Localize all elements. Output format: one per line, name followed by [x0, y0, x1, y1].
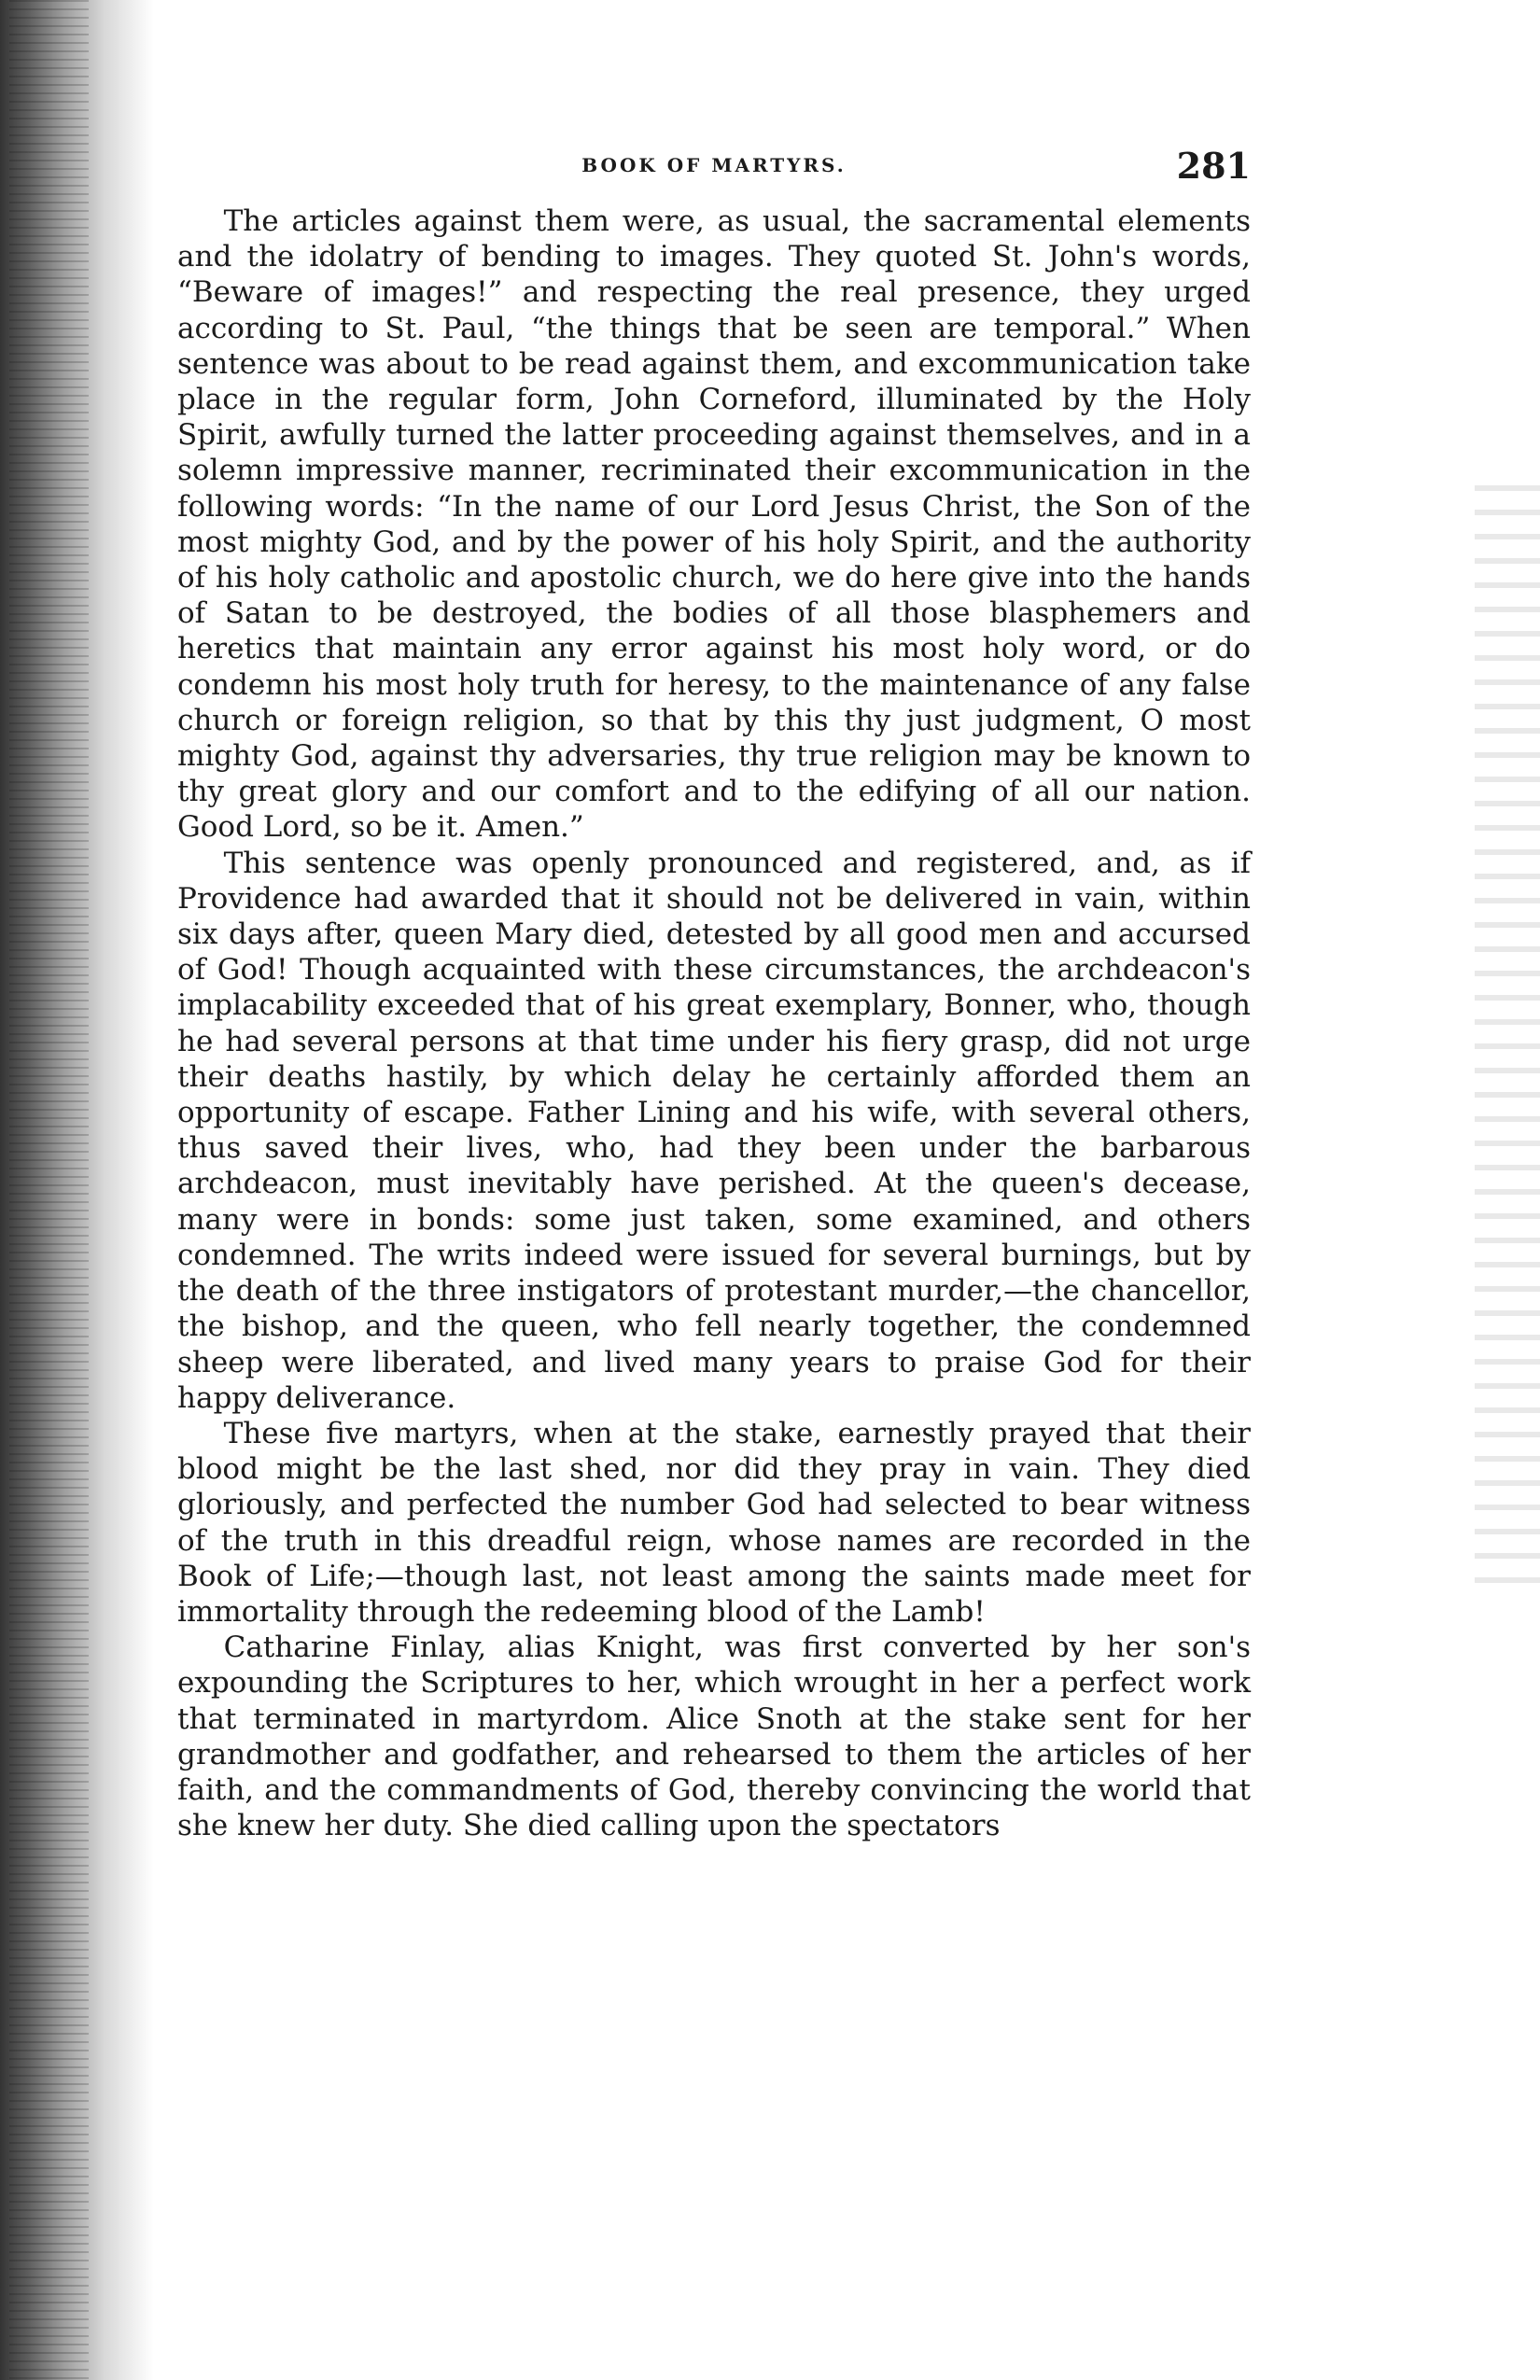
paragraph-2: This sentence was openly pronounced and registered, and, as if Providence had awarded that it should not be delivered in vain, within six days after, queen Mary died, detested by all good men and accursed of God! Though acquainted with these circumstances, the archdeacon's implacability exceeded that of his great exemplary, Bonner, who, though he had several persons at that time under his fiery grasp, did not urge their deaths hastily, by which delay he certainly afforded them an opportunity of escape. Father Lining and his wife, with several others, thus saved their lives, who, had they been under the barbarous archdeacon, must inevitably have perished. At the queen's decease, many were in bonds: some just taken, some examined, and others condemned. The writs indeed were issued for several burnings, but by the death of the three instigators of protestant murder,—the chancellor, the bishop, and the queen, who fell nearly together, the condemned sheep were liberated, and lived many years to praise God for their happy deliverance. — [177, 846, 1251, 1415]
paragraph-1: The articles against them were, as usual, the sacramental elements and the idolatry of bending to images. They quoted St. John's words, “Beware of images!” and respecting the real presence, they urged according to St. Paul, “the things that be seen are temporal.” When sentence was about to be read against them, and excommunication take place in the regular form, John Corneford, illuminated by the Holy Spirit, awfully turned the latter proceeding against themselves, and in a solemn impressive manner, recriminated their excommunication in the following words: “In the name of our Lord Jesus Christ, the Son of the most mighty God, and by the power of his holy Spirit, and the authority of his holy catholic and apostolic church, we do here give into the hands of Satan to be destroyed, the bodies of all those blasphemers and heretics that maintain any error against his most holy word, or do condemn his most holy truth for heresy, to the maintenance of any false church or foreign religion, so that by this thy just judgment, O most mighty God, against thy adversaries, thy true religion may be known to thy great glory and our comfort and to the edifying of all our nation. Good Lord, so be it. Amen.” — [177, 204, 1251, 845]
paragraph-4: Catharine Finlay, alias Knight, was first converted by her son's expounding the Scriptures to her, which wrought in her a perfect work that terminated in martyrdom. Alice Snoth at the stake sent for her grandmother and godfather, and rehearsed to them the articles of her faith, and the commandments of God, thereby convincing the world that she knew her duty. She died calling upon the spectators — [177, 1631, 1251, 1843]
page-number: 281 — [1176, 145, 1251, 187]
running-head-title: BOOK OF MARTYRS. — [581, 154, 847, 176]
body-text — [177, 203, 1251, 1843]
page-left-gutter-shadow — [0, 0, 154, 2380]
running-head — [177, 145, 1251, 196]
paragraph-3: These five martyrs, when at the stake, earnestly prayed that their blood might be the last shed, nor did they pray in vain. They died gloriously, and perfected the number God had selected to bear witness of the truth in this dreadful reign, whose names are recorded in the Book of Life;—though last, not least among the saints made meet for immortality through the redeeming blood of the Lamb! — [177, 1416, 1251, 1629]
page-content — [177, 145, 1251, 1843]
page-right-bleed-through — [1475, 485, 1540, 1587]
